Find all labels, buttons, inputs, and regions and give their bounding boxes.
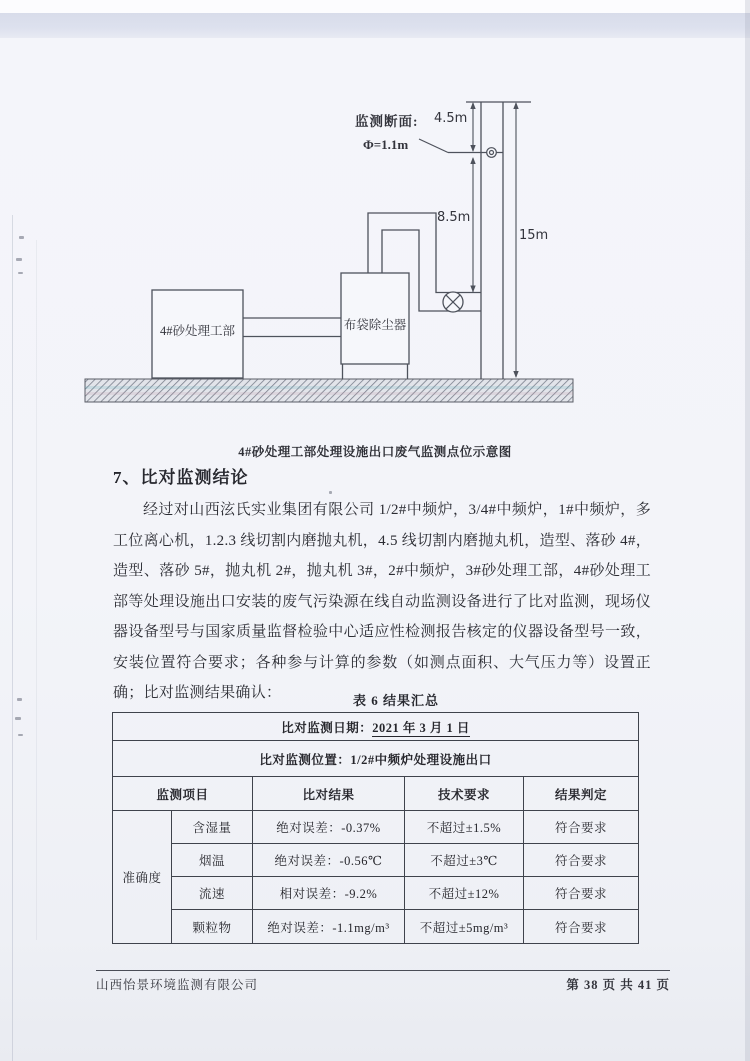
requirement-cell: 不超过±12%: [405, 877, 524, 910]
monitor-section-label: 监测断面:: [355, 114, 419, 129]
monitoring-port-icon: [487, 148, 497, 158]
judgement-cell: 符合要求: [524, 844, 639, 877]
item-cell: 颗粒物: [172, 910, 253, 944]
requirement-cell: 不超过±1.5%: [405, 811, 524, 844]
item-cell: 烟温: [172, 844, 253, 877]
scan-left-artifact-line-2: [36, 240, 37, 940]
table-row: [113, 877, 639, 910]
judgement-cell: 符合要求: [524, 811, 639, 844]
monitoring-location-cell: 比对监测位置：1/2#中频炉处理设施出口: [113, 741, 639, 777]
scan-right-edge: [745, 0, 750, 1061]
group-label-accuracy: 准确度: [113, 811, 172, 944]
diameter-label: Φ=1.1m: [363, 137, 409, 152]
table-row: [113, 844, 639, 877]
dim-label-15m: 15m: [519, 228, 549, 243]
scan-speck: [329, 491, 332, 494]
table-row: [113, 811, 639, 844]
stack-monitoring-diagram: [60, 88, 590, 410]
table-row: [113, 910, 639, 944]
requirement-cell: 不超过±5mg/m³: [405, 910, 524, 944]
col-header-judgement: 结果判定: [524, 777, 639, 811]
result-cell: 绝对误差：-1.1mg/m³: [253, 910, 405, 944]
scan-speck: [18, 734, 23, 736]
scan-speck: [15, 717, 21, 720]
table-row-location: [113, 741, 639, 777]
item-cell: 流速: [172, 877, 253, 910]
scan-left-artifact-line: [12, 215, 13, 1061]
result-cell: 绝对误差：-0.37%: [253, 811, 405, 844]
figure-caption: 4#砂处理工部处理设施出口废气监测点位示意图: [238, 445, 512, 459]
dim-label-4-5m: 4.5m: [434, 111, 468, 126]
monitoring-date-value: 2021 年 3 月 1 日: [372, 720, 470, 735]
footer-company-name: 山西怡景环境监测有限公司: [96, 978, 259, 992]
scan-speck: [18, 272, 23, 274]
result-summary-table: [112, 712, 639, 944]
item-cell: 含湿量: [172, 811, 253, 844]
judgement-cell: 符合要求: [524, 910, 639, 944]
sand-workshop-label: 4#砂处理工部: [159, 324, 236, 338]
result-cell: 相对误差：-9.2%: [253, 877, 405, 910]
conclusion-paragraph: 经过对山西泫氏实业集团有限公司 1/2#中频炉，3/4#中频炉，1#中频炉，多工位离心机，1.2.3 线切割内磨抛丸机，4.5 线切割内磨抛丸机，造型、落砂 4#，造型、落砂 5#，抛丸机 2#，抛丸机 3#，2#中频炉，3#砂处理工部，4#砂处理工部等处理设施出口安装的废气污染源在线自动监测设备进行了比对监测，现场仪器设备型号与国家质量监督检验中心适应性检测报告核定的仪器设备型号一致，安装位置符合要求；各种参与计算的参数（如测点面积、大气压力等）设置正确；比对监测结果确认：: [113, 502, 651, 701]
dimension-8-5m: [470, 157, 475, 293]
col-header-item: 监测项目: [113, 777, 253, 811]
monitoring-section: [419, 139, 503, 157]
table-title: 表 6 结果汇总: [353, 693, 440, 708]
dimension-15m: [513, 102, 518, 378]
scan-top-margin: [0, 0, 750, 13]
ground-hatch: [85, 379, 573, 402]
scan-speck: [17, 698, 22, 701]
col-header-requirement: 技术要求: [405, 777, 524, 811]
dust-collector-label: 布袋除尘器: [343, 318, 407, 332]
footer-page-number: 第 38 页 共 41 页: [566, 978, 670, 992]
dimension-4-5m: [470, 102, 475, 152]
monitoring-date-cell: [113, 713, 639, 741]
dim-label-8-5m: 8.5m: [437, 210, 471, 225]
judgement-cell: 符合要求: [524, 877, 639, 910]
scan-speck: [16, 258, 22, 261]
col-header-result: 比对结果: [253, 777, 405, 811]
footer-rule: [96, 970, 670, 971]
scan-speck: [19, 236, 24, 239]
section-heading: 7、比对监测结论: [113, 468, 249, 487]
inlet-duct: [243, 318, 341, 337]
result-cell: 绝对误差：-0.56℃: [253, 844, 405, 877]
scan-top-shadow-band: [0, 13, 750, 38]
fan-icon: [443, 292, 463, 312]
table-row-date: [113, 713, 639, 741]
monitoring-date-label: 比对监测日期：: [281, 720, 373, 735]
table-header-row: [113, 777, 639, 811]
requirement-cell: 不超过±3℃: [405, 844, 524, 877]
